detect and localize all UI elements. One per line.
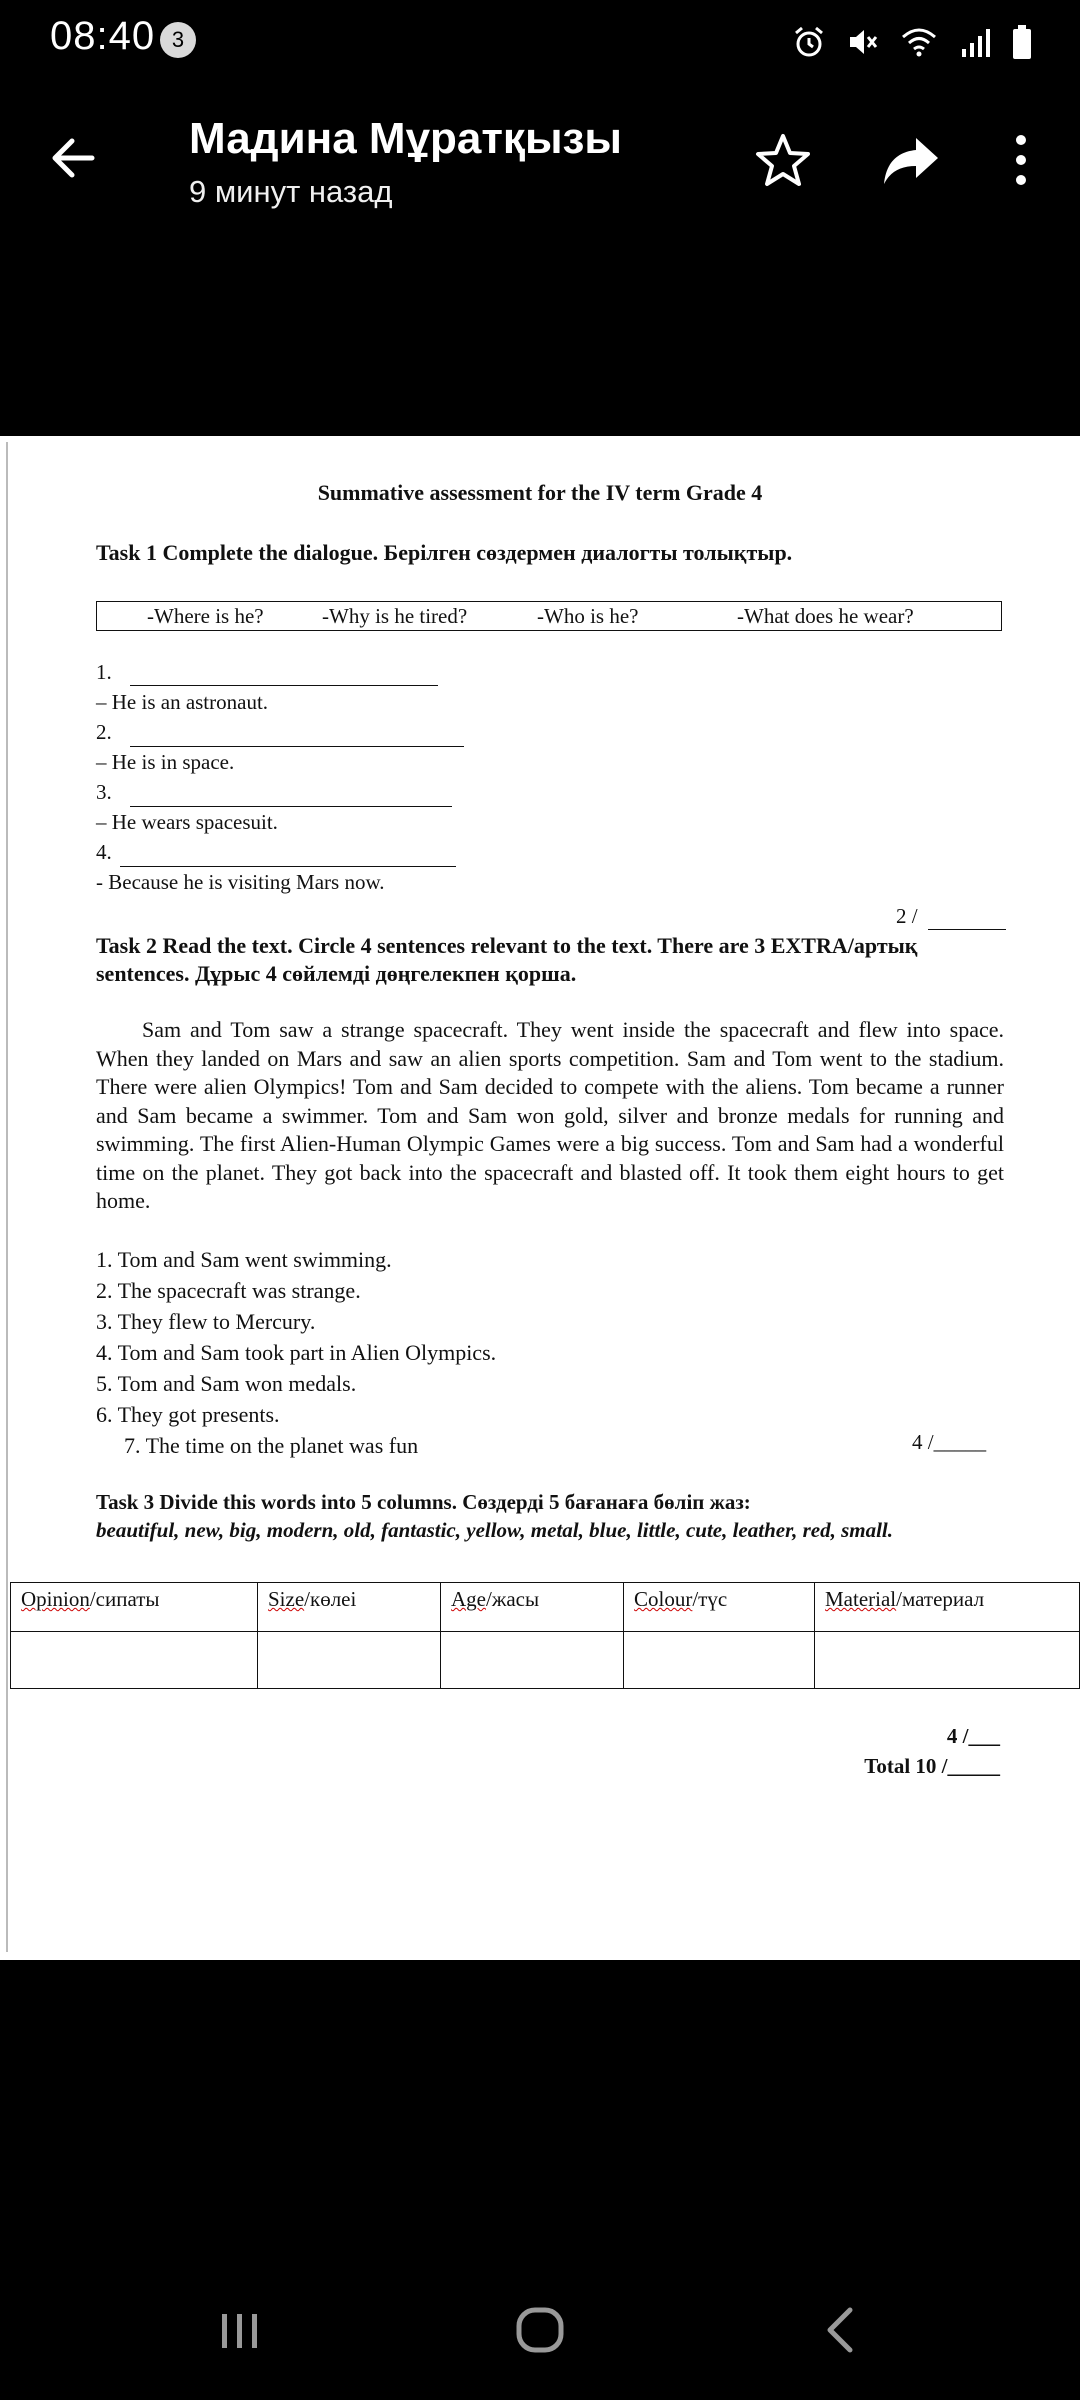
table-header-cell: Material/материал	[815, 1583, 1080, 1632]
task1-options-box	[96, 601, 1002, 631]
table-cell	[624, 1632, 815, 1689]
answer-blank-line	[130, 685, 438, 686]
dialogue-number: 2.	[96, 720, 112, 744]
wifi-icon	[900, 25, 938, 59]
table-cell	[258, 1632, 441, 1689]
navigation-bar	[0, 2290, 1080, 2380]
signal-icon	[958, 25, 992, 59]
mute-icon	[846, 25, 880, 59]
reading-passage: Sam and Tom saw a strange spacecraft. They went inside the spacecraft and flew into space. When they landed on Mars and saw an alien sports competition. Sam and Tom went to the stadium. There were alien Olympics! Tom and Sam decided to compete with the aliens. Tom became a runner and Sam became a swimmer. Tom and Sam won gold, silver and bronze medals for running and swimming. The first Alien-Human Olympic Games were a big success. Tom and Sam had a wonderful time on the planet. They got back into the spacecraft and blasted off. It took them eight hours to get home.	[96, 1017, 1004, 1213]
sentence-item: 7. The time on the planet was fun	[124, 1433, 419, 1458]
share-button[interactable]	[880, 132, 942, 190]
sentence-item: 2. The spacecraft was strange.	[96, 1278, 361, 1303]
word-columns-table	[10, 1582, 1080, 1689]
task1-option: -Who is he?	[537, 604, 639, 628]
task1-option: -What does he wear?	[737, 604, 914, 628]
dialogue-answer: – He is an astronaut.	[96, 690, 269, 714]
table-header-cell: Opinion/сипаты	[11, 1583, 258, 1632]
answer-blank-line	[130, 806, 452, 807]
task1-option: -Where is he?	[147, 604, 264, 628]
dialogue-number: 3.	[96, 780, 112, 804]
sentence-item: 3. They flew to Mercury.	[96, 1309, 316, 1334]
home-icon	[510, 2300, 570, 2360]
dialogue-answer: – He wears spacesuit.	[96, 810, 278, 834]
back-button[interactable]	[44, 128, 104, 188]
sentence-item: 6. They got presents.	[96, 1402, 280, 1427]
table-cell	[11, 1632, 258, 1689]
status-icons	[792, 20, 1032, 64]
back-arrow-icon	[44, 128, 104, 188]
status-bar	[0, 0, 1080, 84]
sentence-item: 1. Tom and Sam went swimming.	[96, 1247, 392, 1272]
task2-score: 4 /_____	[912, 1430, 987, 1454]
dialogue-answer: - Because he is visiting Mars now.	[96, 870, 385, 894]
table-header-cell: Age/жасы	[441, 1583, 624, 1632]
table-cell	[815, 1632, 1080, 1689]
task1-heading: Task 1 Complete the dialogue. Берілген сөздермен диалогты толықтыр.	[96, 540, 793, 565]
home-button[interactable]	[510, 2300, 570, 2365]
app-bar	[0, 96, 1080, 226]
score-blank-line	[928, 929, 1006, 930]
more-options-button[interactable]	[1006, 130, 1036, 190]
status-time: 08:40	[50, 14, 156, 58]
dialogue-number: 1.	[96, 660, 112, 684]
sender-name: Мадина Мұратқызы	[189, 114, 622, 163]
system-back-button[interactable]	[812, 2300, 872, 2365]
table-header-cell: Size/көлеі	[258, 1583, 441, 1632]
more-vert-icon	[1006, 130, 1036, 190]
sentence-list	[96, 1244, 496, 1461]
recent-apps-button[interactable]	[210, 2300, 270, 2365]
task3-block	[96, 1488, 1016, 1544]
table-header-cell: Colour/түс	[624, 1583, 815, 1632]
task3-heading: Task 3 Divide this words into 5 columns. Сөздерді 5 бағанаға бөліп жаз:	[96, 1490, 751, 1514]
sent-time: 9 минут назад	[189, 174, 393, 209]
document-title: Summative assessment for the IV term Grade 4	[317, 480, 763, 505]
answer-blank-line	[120, 866, 456, 867]
battery-icon	[1012, 24, 1032, 60]
answer-blank-line	[130, 746, 464, 747]
table-cell	[441, 1632, 624, 1689]
task3-score: 4 /___	[946, 1724, 1000, 1748]
worksheet-photo[interactable]	[0, 436, 1080, 1960]
sentence-item: 5. Tom and Sam won medals.	[96, 1371, 357, 1396]
share-icon	[880, 132, 942, 190]
dialogue-answer: – He is in space.	[96, 750, 235, 774]
task1-score: 2 /	[896, 904, 918, 928]
sentence-item: 4. Tom and Sam took part in Alien Olympics.	[96, 1340, 497, 1365]
total-score: Total 10 /_____	[864, 1754, 1000, 1778]
star-button[interactable]	[752, 130, 814, 192]
table-header-row	[11, 1583, 1080, 1632]
task1-option: -Why is he tired?	[322, 604, 468, 628]
star-icon	[752, 130, 814, 192]
alarm-icon	[792, 25, 826, 59]
dialogue-number: 4.	[96, 840, 112, 864]
table-row	[11, 1632, 1080, 1689]
photo-edge	[6, 442, 8, 1952]
recent-apps-icon	[210, 2300, 270, 2360]
back-icon	[812, 2300, 872, 2360]
task3-word-list: beautiful, new, big, modern, old, fantastic, yellow, metal, blue, little, cute, leather, red, small.	[96, 1518, 894, 1542]
task2-heading: Task 2 Read the text. Circle 4 sentences relevant to the text. There are 3 EXTRA/артық sentences. Дұрыс 4 сөйлемді дөңгелекпен қорша.	[96, 933, 918, 986]
notification-count-badge: 3	[160, 22, 196, 58]
